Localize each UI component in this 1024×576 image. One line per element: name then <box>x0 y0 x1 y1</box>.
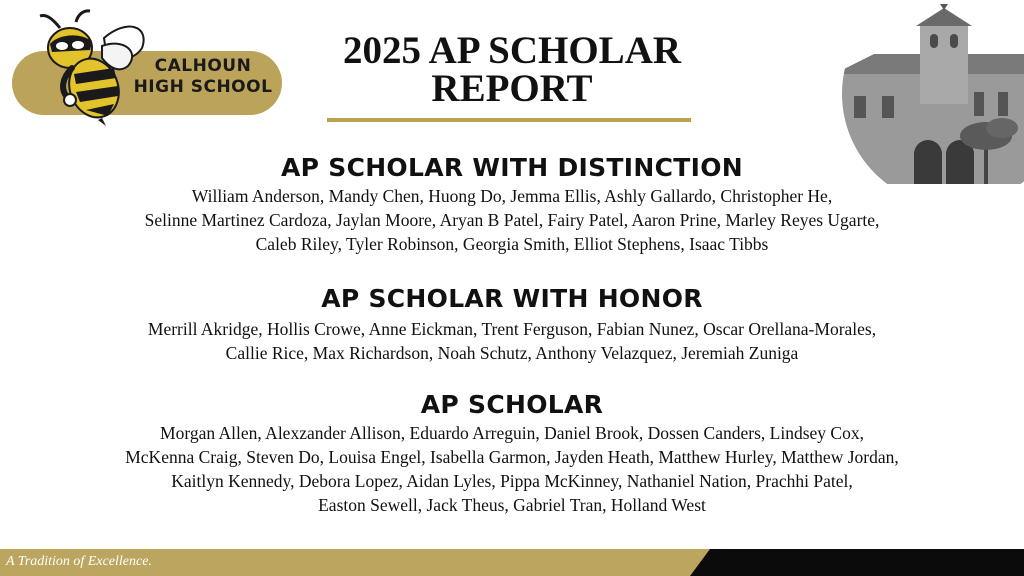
section-distinction <box>0 154 1024 256</box>
name-line: Morgan Allen, Alexzander Allison, Eduardo Arreguin, Daniel Brook, Dossen Canders, Lindsey Cox, <box>160 423 864 443</box>
name-line: Selinne Martinez Cardoza, Jaylan Moore, Aryan B Patel, Fairy Patel, Aaron Prine, Marley Reyes Ugarte, <box>144 210 880 230</box>
name-line: Easton Sewell, Jack Theus, Gabriel Tran, Holland West <box>318 495 706 515</box>
name-line: William Anderson, Mandy Chen, Huong Do, Jemma Ellis, Ashly Gallardo, Christopher He, <box>191 186 833 206</box>
footer-black-band <box>690 549 1024 576</box>
name-list <box>0 184 1024 256</box>
section-heading: AP SCHOLAR <box>420 390 604 419</box>
section-heading: AP SCHOLAR WITH DISTINCTION <box>280 153 743 182</box>
school-name-line2: HIGH SCHOOL <box>133 77 273 97</box>
name-line: McKenna Craig, Steven Do, Louisa Engel, Isabella Garmon, Jayden Heath, Matthew Hurley, Matthew Jordan, <box>125 447 899 467</box>
footer-tagline: A Tradition of Excellence. <box>6 554 152 569</box>
name-list <box>0 317 1024 365</box>
title-underline <box>327 118 691 122</box>
name-line: Caleb Riley, Tyler Robinson, Georgia Smith, Elliot Stephens, Isaac Tibbs <box>255 234 769 254</box>
school-logo <box>10 8 290 128</box>
school-name-line1: CALHOUN <box>154 56 252 76</box>
name-line: Kaitlyn Kennedy, Debora Lopez, Aidan Lyles, Pippa McKinney, Nathaniel Nation, Prachhi Patel, <box>171 471 853 491</box>
title-line1: 2025 AP SCHOLAR <box>342 29 682 72</box>
title-line2: REPORT <box>431 67 593 110</box>
name-list <box>0 421 1024 517</box>
name-line: Callie Rice, Max Richardson, Noah Schutz, Anthony Velazquez, Jeremiah Zuniga <box>225 343 799 363</box>
page-title <box>300 29 724 110</box>
yellow-jacket-mascot-icon <box>32 8 152 126</box>
section-honor <box>0 285 1024 365</box>
section-scholar <box>0 391 1024 517</box>
name-line: Merrill Akridge, Hollis Crowe, Anne Eickman, Trent Ferguson, Fabian Nunez, Oscar Orellana-Morales, <box>147 319 877 339</box>
section-heading: AP SCHOLAR WITH HONOR <box>321 284 703 313</box>
